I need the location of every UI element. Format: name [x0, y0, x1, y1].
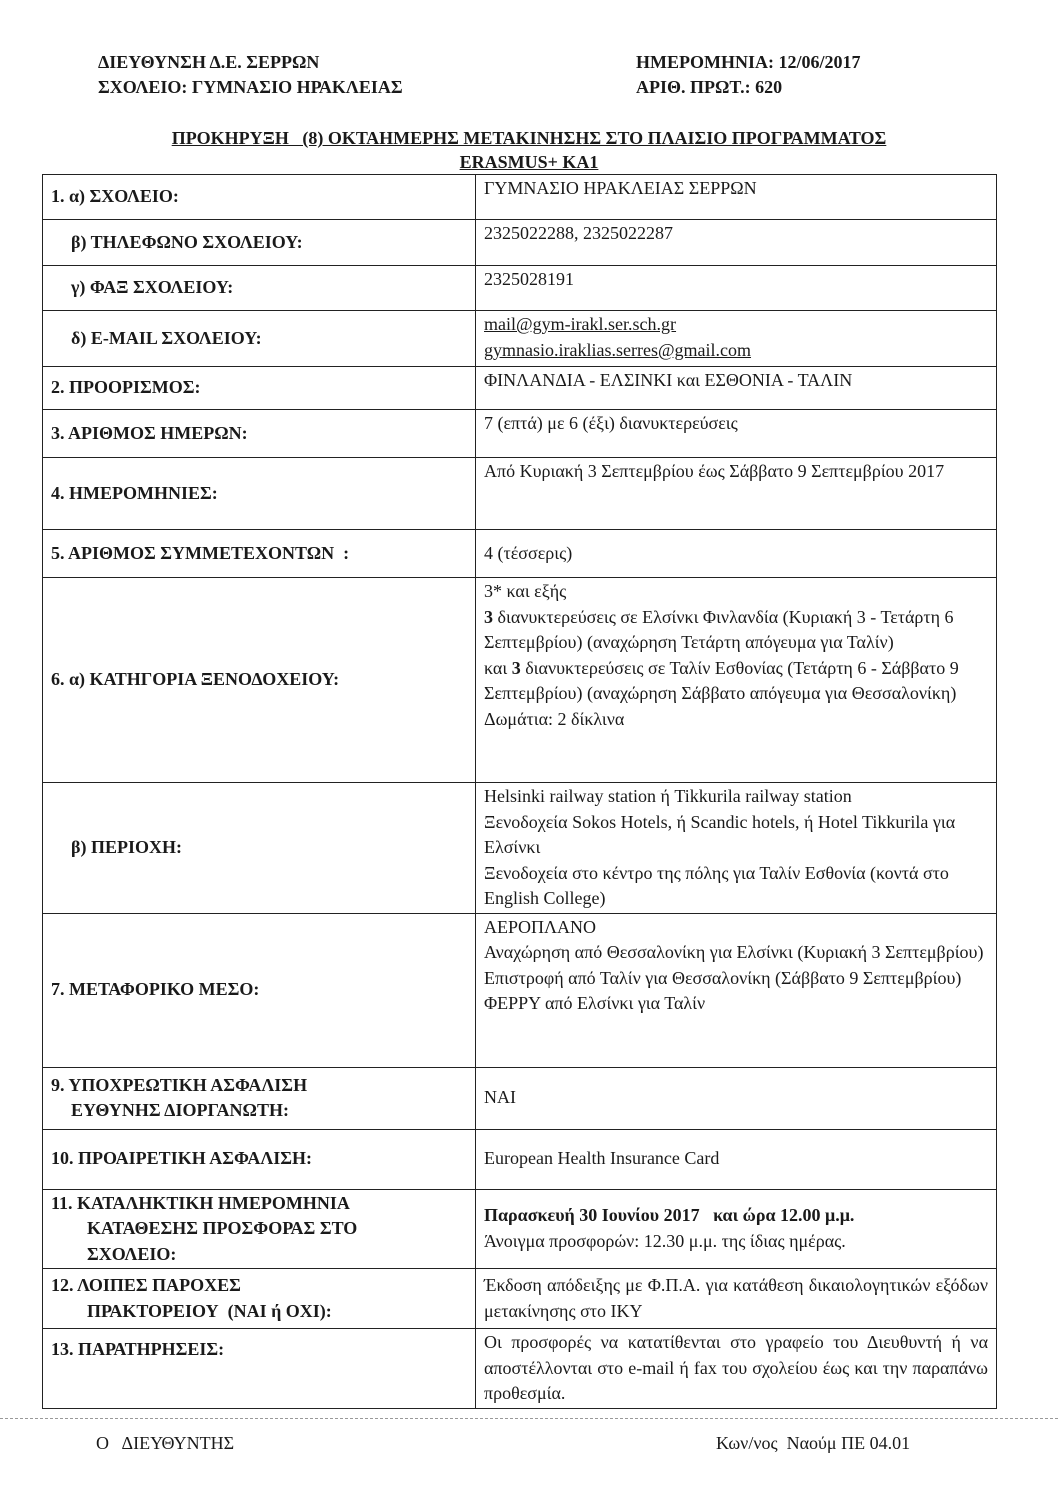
dates-value: Από Κυριακή 3 Σεπτεμβρίου έως Σάββατο 9 Σεπτεμβρίου 2017: [476, 458, 997, 530]
remarks-label: 13. ΠΑΡΑΤΗΡΗΣΕΙΣ:: [43, 1329, 476, 1409]
table-row-other-services: [43, 1269, 997, 1329]
table-row-mandatory-insurance: [43, 1067, 997, 1129]
destination-value: ΦΙΝΛΑΝΔΙΑ - ΕΛΣΙΝΚΙ και ΕΣΘΟΝΙΑ - ΤΑΛΙΝ: [476, 367, 997, 410]
area-value: Helsinki railway station ή Tikkurila railway station Ξενοδοχεία Sokos Hotels, ή Scandic hotels, ή Hotel Tikkurila για Ελσίνκι Ξενοδοχεία στο κέντρο της πόλης για Ταλίν Εσθονία (κοντά στο English College): [476, 783, 997, 914]
table-row-area: [43, 783, 997, 914]
table-row-fax: [43, 266, 997, 311]
table-row-transport: [43, 913, 997, 1067]
title-line-1: ΠΡΟΚΗΡΥΞΗ (8) ΟΚΤΑΗΜΕΡΗΣ ΜΕΤΑΚΙΝΗΣΗΣ ΣΤΟ ΠΛΑΙΣΙΟ ΠΡΟΓΡΑΜΜΑΤΟΣ: [171, 128, 887, 148]
tallinn-nights-line: και 3 διανυκτερεύσεις σε Ταλίν Εσθονίας (Τετάρτη 6 - Σάββατο 9 Σεπτεμβρίου) (αναχώρηση Σάββατο απόγευμα για Θεσσαλονίκη): [484, 657, 959, 703]
transport-value: ΑΕΡΟΠΛΑΝΟ Αναχώρηση από Θεσσαλονίκη για Ελσίνκι (Κυριακή 3 Σεπτεμβρίου) Επιστροφή από Ταλίν για Θεσσαλονίκη (Σάββατο 9 Σεπτεμβρίου) ΦΕΡΡΥ από Ελσίνκι για Ταλίν: [476, 913, 997, 1067]
announcement-table: [42, 174, 997, 1409]
director-title: Ο ΔΙΕΥΘΥΝΤΗΣ: [96, 1433, 235, 1453]
table-row-participants: [43, 530, 997, 578]
days-value: 7 (επτά) με 6 (έξι) διανυκτερεύσεις: [476, 410, 997, 458]
email-link-1[interactable]: mail@gym-irakl.ser.sch.gr: [484, 314, 677, 334]
table-row-dates: [43, 458, 997, 530]
hotel-category-label: 6. α) ΚΑΤΗΓΟΡΙΑ ΞΕΝΟΔΟΧΕΙΟΥ:: [43, 578, 476, 783]
director-name: Κων/νος Ναούμ ΠΕ 04.01: [716, 1433, 911, 1453]
participants-value: 4 (τέσσερις): [476, 530, 997, 578]
table-row-email: [43, 311, 997, 367]
table-row-destination: [43, 367, 997, 410]
phone-label: β) ΤΗΛΕΦΩΝΟ ΣΧΟΛΕΙΟΥ:: [43, 220, 476, 266]
table-row-phone: [43, 220, 997, 266]
deadline-value: Παρασκευή 30 Ιουνίου 2017 και ώρα 12.00 μ.μ. Άνοιγμα προσφορών: 12.30 μ.μ. της ίδιας ημέρας.: [476, 1189, 997, 1269]
table-row-days: [43, 410, 997, 458]
table-row-hotel-category: [43, 578, 997, 783]
destination-label: 2. ΠΡΟΟΡΙΣΜΟΣ:: [43, 367, 476, 410]
email-link-2[interactable]: gymnasio.iraklias.serres@gmail.com: [484, 339, 752, 360]
transport-label: 7. ΜΕΤΑΦΟΡΙΚΟ ΜΕΣΟ:: [43, 913, 476, 1067]
date-line: ΗΜΕΡΟΜΗΝΙΑ: 12/06/2017: [636, 52, 861, 72]
table-row-remarks: [43, 1329, 997, 1409]
header-left: [98, 50, 403, 100]
mandatory-insurance-value: ΝΑΙ: [476, 1067, 997, 1129]
school-label: 1. α) ΣΧΟΛΕΙΟ:: [43, 175, 476, 220]
days-label: 3. ΑΡΙΘΜΟΣ ΗΜΕΡΩΝ:: [43, 410, 476, 458]
rooms-line: Δωμάτια: 2 δίκλινα: [484, 708, 625, 729]
fax-label: γ) ΦΑΞ ΣΧΟΛΕΙΟΥ:: [43, 266, 476, 311]
protocol-number-line: ΑΡΙΘ. ΠΡΩΤ.: 620: [636, 77, 783, 97]
deadline-label: 11. ΚΑΤΑΛΗΚΤΙΚΗ ΗΜΕΡΟΜΗΝΙΑ ΚΑΤΑΘΕΣΗΣ ΠΡΟΣΦΟΡΑΣ ΣΤΟ ΣΧΟΛΕΙΟ:: [43, 1189, 476, 1269]
table-row-deadline: [43, 1189, 997, 1269]
table-row-school: [43, 175, 997, 220]
mandatory-insurance-label: 9. ΥΠΟΧΡΕΩΤΙΚΗ ΑΣΦΑΛΙΣΗ ΕΥΘΥΝΗΣ ΔΙΟΡΓΑΝΩΤΗ:: [43, 1067, 476, 1129]
email-value: [476, 311, 997, 367]
fax-value: 2325028191: [476, 266, 997, 311]
area-label: β) ΠΕΡΙΟΧΗ:: [43, 783, 476, 914]
dates-label: 4. ΗΜΕΡΟΜΗΝΙΕΣ:: [43, 458, 476, 530]
helsinki-nights-line: 3 διανυκτερεύσεις σε Ελσίνκι Φινλανδία (Κυριακή 3 - Τετάρτη 6 Σεπτεμβρίου) (αναχώρηση Τετάρτη απόγευμα για Ταλίν): [484, 606, 954, 652]
optional-insurance-value: European Health Insurance Card: [476, 1129, 997, 1189]
hotel-category-value: [476, 578, 997, 783]
title-line-2: ERASMUS+ KA1: [459, 152, 599, 172]
participants-label: 5. ΑΡΙΘΜΟΣ ΣΥΜΜΕΤΕΧΟΝΤΩΝ :: [43, 530, 476, 578]
school-value: ΓΥΜΝΑΣΙΟ ΗΡΑΚΛΕΙΑΣ ΣΕΡΡΩΝ: [476, 175, 997, 220]
school-line: ΣΧΟΛΕΙΟ: ΓΥΜΝΑΣΙΟ ΗΡΑΚΛΕΙΑΣ: [98, 77, 403, 97]
page-title: [0, 126, 1058, 174]
hotel-stars-line: 3* και εξής: [484, 581, 567, 601]
tallinn-nights-count: 3: [511, 657, 521, 678]
table-row-optional-insurance: [43, 1129, 997, 1189]
remarks-value: Οι προσφορές να κατατίθενται στο γραφείο του Διευθυντή ή να αποστέλλονται στο e-mail ή fax του σχολείου έως και την παραπάνω προθεσμία.: [476, 1329, 997, 1409]
email-label: δ) E-MAIL ΣΧΟΛΕΙΟΥ:: [43, 311, 476, 367]
helsinki-nights-count: 3: [484, 606, 493, 627]
header-right: [636, 50, 860, 100]
other-services-label: 12. ΛΟΙΠΕΣ ΠΑΡΟΧΕΣ ΠΡΑΚΤΟΡΕΙΟΥ (ΝΑΙ ή ΟΧΙ):: [43, 1269, 476, 1329]
other-services-value: Έκδοση απόδειξης με Φ.Π.Α. για κατάθεση δικαιολογητικών εξόδων μετακίνησης στο ΙΚΥ: [476, 1269, 997, 1329]
phone-value: 2325022288, 2325022287: [476, 220, 997, 266]
optional-insurance-label: 10. ΠΡΟΑΙΡΕΤΙΚΗ ΑΣΦΑΛΙΣΗ:: [43, 1129, 476, 1189]
directorate-line: ΔΙΕΥΘΥΝΣΗ Δ.Ε. ΣΕΡΡΩΝ: [98, 52, 320, 72]
footer-divider: [0, 1418, 1058, 1419]
